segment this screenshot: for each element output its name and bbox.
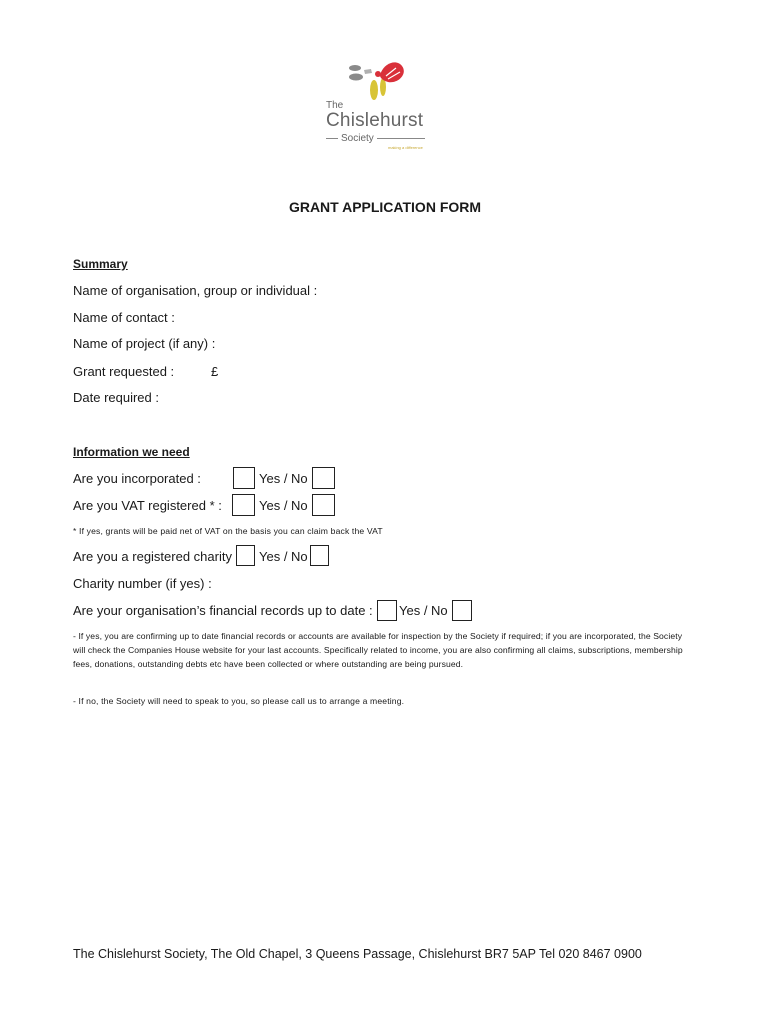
charity-yes-no: Yes / No xyxy=(259,549,308,564)
logo-tagline: making a difference xyxy=(388,145,423,150)
charity-checkbox-right[interactable] xyxy=(310,545,329,566)
charity-checkbox-left[interactable] xyxy=(236,545,255,566)
financial-records-label: Are your organisation’s financial records up to date : xyxy=(73,603,373,618)
date-required-label: Date required : xyxy=(73,390,159,405)
incorporated-yes-no: Yes / No xyxy=(259,471,308,486)
logo-name-text: Chislehurst xyxy=(326,110,424,131)
records-no-note: - If no, the Society will need to speak to you, so please call us to arrange a meeting. xyxy=(73,696,405,706)
summary-heading: Summary xyxy=(73,257,128,271)
incorporated-checkbox-left[interactable] xyxy=(233,467,255,489)
vat-yes-no: Yes / No xyxy=(259,498,308,513)
vat-footnote: * If yes, grants will be paid net of VAT on the basis you can claim back the VAT xyxy=(73,526,383,536)
footer-address: The Chislehurst Society, The Old Chapel, 3 Queens Passage, Chislehurst BR7 5AP Tel 020 8467 0900 xyxy=(73,947,642,961)
chislehurst-society-logo xyxy=(318,56,438,156)
contact-name-label: Name of contact : xyxy=(73,310,175,325)
incorporated-label: Are you incorporated : xyxy=(73,471,201,486)
logo-rule-left xyxy=(326,138,338,139)
records-yes-note: - If yes, you are confirming up to date financial records or accounts are available for inspection by the Society if required; if you are incorporated, the Society will check the Companies House website for your last accounts. Specifically related to income, you are also confirming all claims, subscriptions, membership fees, donations, outstanding debts etc have been collected or where outstanding are being pursued. xyxy=(73,631,683,669)
records-checkbox-left[interactable] xyxy=(377,600,397,621)
registered-charity-label: Are you a registered charity xyxy=(73,549,232,564)
logo-society-text: Society xyxy=(341,133,374,144)
butterfly-logo-icon xyxy=(344,60,414,106)
logo-the-text: The xyxy=(326,100,344,111)
vat-registered-label: Are you VAT registered * : xyxy=(73,498,222,513)
currency-symbol: £ xyxy=(211,364,219,379)
logo-society-row xyxy=(326,133,425,144)
grant-requested-label: Grant requested : xyxy=(73,364,175,379)
charity-number-label: Charity number (if yes) : xyxy=(73,576,212,591)
vat-checkbox-left[interactable] xyxy=(232,494,255,516)
page-title: GRANT APPLICATION FORM xyxy=(288,199,482,215)
vat-checkbox-right[interactable] xyxy=(312,494,335,516)
project-name-label: Name of project (if any) : xyxy=(73,336,216,351)
logo-rule-right xyxy=(377,138,425,139)
incorporated-checkbox-right[interactable] xyxy=(312,467,335,489)
info-heading: Information we need xyxy=(73,445,190,459)
records-checkbox-right[interactable] xyxy=(452,600,472,621)
org-name-label: Name of organisation, group or individual : xyxy=(73,283,318,298)
records-yes-no: Yes / No xyxy=(399,603,448,618)
